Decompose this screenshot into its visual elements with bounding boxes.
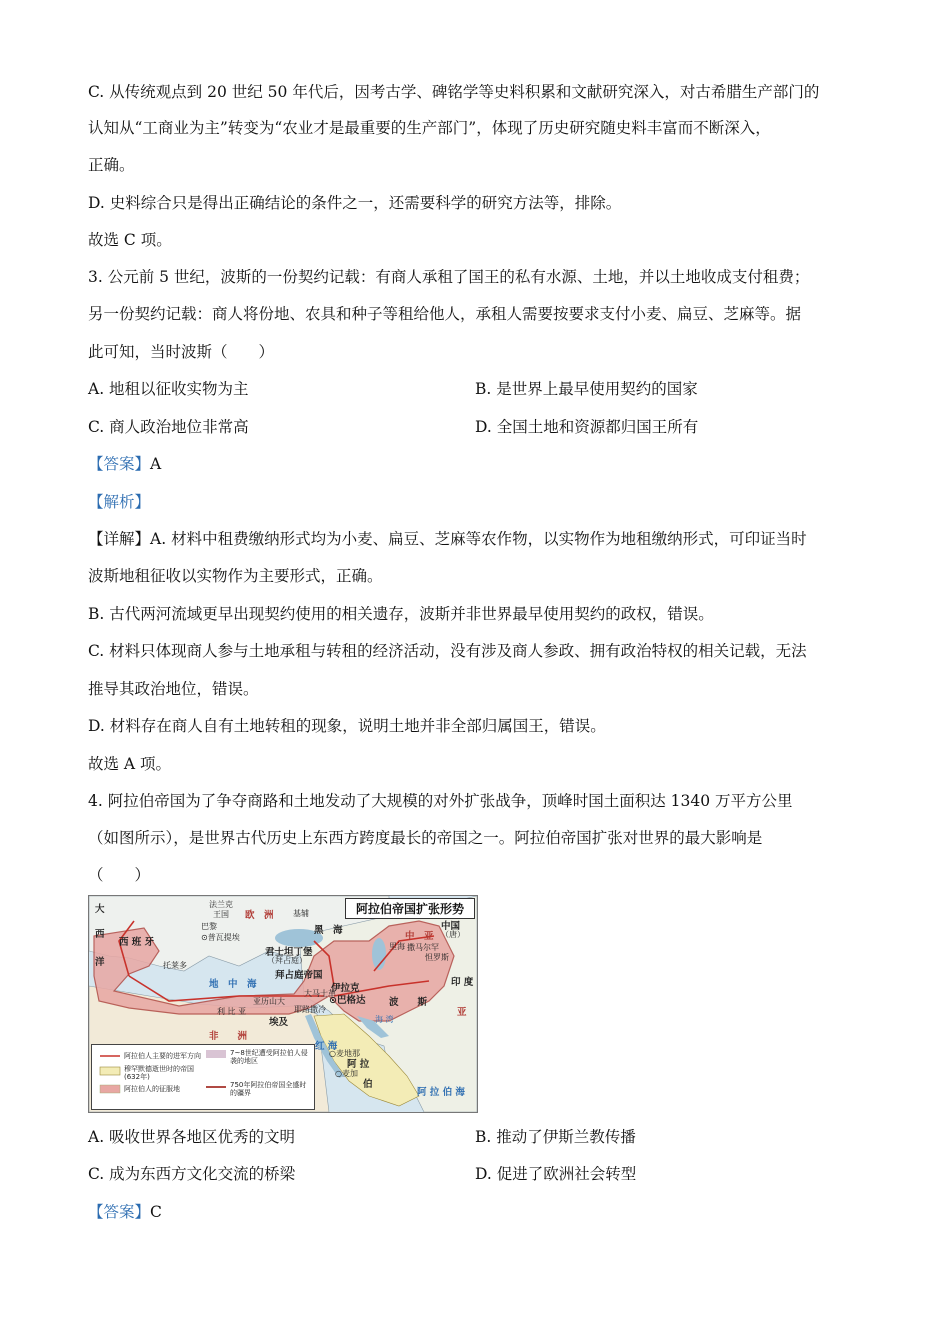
q3-analysis — [88, 492, 868, 512]
map-label-toledo: 托莱多 — [163, 961, 187, 970]
q4-option-c: C. 成为东西方文化交流的桥梁 — [88, 1165, 296, 1183]
map-label-tang: （唐） — [441, 930, 465, 939]
text-line: 故选 A 项。 — [88, 755, 172, 773]
map-label-istanbul: （拜占庭） — [267, 956, 307, 965]
map-label-talas: 怛罗斯 — [425, 953, 449, 962]
question-4-stem: （如图所示），是世界古代历史上东西方跨度最长的帝国之一。阿拉伯帝国扩张对世界的最大影响是 — [88, 829, 763, 847]
map-label-india: 印 度 — [451, 977, 474, 988]
q3-answer — [88, 454, 868, 474]
legend-empire-632: 穆罕默德逝世时的帝国(632年) — [124, 1065, 194, 1081]
text-line: 波斯地租征收以实物作为主要形式，正确。 — [88, 567, 383, 585]
map-label-constantinople: 君士坦丁堡 — [265, 947, 313, 958]
map-label-baghdad: ⊙巴格达 — [329, 995, 366, 1006]
map-label-china: 中国 — [441, 921, 461, 932]
detail-text: A. 材料中租费缴纳形式均为小麦、扁豆、芝麻等农作物，以实物作为地租缴纳形式，可印证当时 — [150, 530, 807, 548]
q4-option-b: B. 推动了伊斯兰教传播 — [475, 1128, 636, 1146]
map-label-central-asia: 中 亚 — [405, 931, 434, 942]
text-line: 故选 C 项。 — [88, 231, 172, 249]
map-label-kingdom: 王国 — [213, 910, 229, 919]
q3-option-c: C. 商人政治地位非常高 — [88, 418, 249, 436]
map-label-red-sea: 红 海 — [315, 1041, 338, 1052]
q3-option-a: A. 地租以征收实物为主 — [88, 380, 249, 398]
question-3-stem: 此可知，当时波斯（ ） — [88, 343, 275, 361]
text-line: B. 古代两河流域更早出现契约使用的相关遗存，波斯并非世界最早使用契约的政权，错误。 — [88, 605, 714, 623]
map-label-mecca: ○麦加 — [335, 1069, 358, 1078]
map-label-frank: 法兰克 — [209, 900, 233, 909]
map-label-caspian: 里海 — [389, 942, 405, 951]
map-label-black-sea: 黑 海 — [314, 925, 343, 936]
map-label-arabia: 阿 拉 — [347, 1059, 370, 1070]
map-label-byzantine: 拜占庭帝国 — [275, 970, 323, 981]
answer-value: A — [150, 455, 162, 473]
map-label-persia: 波 斯 — [389, 997, 428, 1008]
map-label-alexandria: 亚历山大 — [253, 997, 285, 1006]
map-label-da: 大 — [95, 904, 105, 915]
map-label-persian-gulf: 海 湾 — [375, 1015, 394, 1024]
answer-value: C — [150, 1203, 162, 1221]
map-label-spain: 西 班 牙 — [119, 937, 155, 948]
question-3-stem: 另一份契约记载：商人将份地、农具和种子等租给他人，承租人需要按要求支付小麦、扁豆、芝麻等。据 — [88, 305, 802, 323]
map-title: 阿拉伯帝国扩张形势 — [345, 898, 475, 919]
map-legend — [91, 1044, 315, 1110]
map-label-jerusalem: 耶路撒冷 — [294, 1005, 326, 1014]
legend-border-750: 750年阿拉伯帝国全盛时的疆界 — [230, 1081, 307, 1097]
text-line: 推导其政治地位，错误。 — [88, 680, 259, 698]
map-label-paris: 巴黎 — [201, 922, 217, 931]
map-label-bo: 伯 — [363, 1079, 373, 1090]
map-label-damascus: 大马士革 — [304, 989, 336, 998]
q4-option-a: A. 吸收世界各地区优秀的文明 — [88, 1128, 296, 1146]
map-label-kiev: 基辅 — [293, 909, 309, 918]
legend-raided: 7~8世纪遭受阿拉伯人侵袭的地区 — [230, 1049, 308, 1065]
question-4-stem: 4. 阿拉伯帝国为了争夺商路和土地发动了大规模的对外扩张战争，顶峰时国土面积达 1340 万平方公里 — [88, 792, 793, 810]
q3-detail — [88, 529, 868, 549]
analysis-tag: 【解析】 — [88, 493, 151, 511]
map-label-samarkand: 撒马尔罕 — [407, 943, 439, 952]
map-label-arabian-sea: 阿 拉 伯 海 — [417, 1087, 465, 1098]
map-label-yang: 洋 — [95, 957, 105, 968]
text-line: D. 材料存在商人自有土地转租的现象，说明土地并非全部归属国王，错误。 — [88, 717, 606, 735]
legend-conquest: 阿拉伯人的征服地 — [124, 1085, 180, 1093]
answer-tag: 【答案】 — [88, 1203, 151, 1221]
legend-advance: 阿拉伯人主要的进军方向 — [124, 1052, 201, 1060]
text-line: D. 史料综合只是得出正确结论的条件之一，还需要科学的研究方法等，排除。 — [88, 194, 622, 212]
text-line: 认知从“工商业为主”转变为“农业才是最重要的生产部门”，体现了历史研究随史料丰富而不断深入， — [88, 119, 771, 137]
q4-option-d: D. 促进了欧洲社会转型 — [475, 1165, 637, 1183]
map-label-xi: 西 — [95, 929, 105, 940]
answer-tag: 【答案】 — [88, 455, 151, 473]
text-line: C. 从传统观点到 20 世纪 50 年代后，因考古学、碑铭学等史料积累和文献研究深入，对古希腊生产部门的 — [88, 83, 820, 101]
q4-answer — [88, 1202, 868, 1222]
detail-tag: 【详解】 — [88, 530, 151, 548]
map-label-africa: 非 洲 — [209, 1031, 248, 1042]
question-3-stem: 3. 公元前 5 世纪，波斯的一份契约记载：有商人承租了国王的私有水源、土地，并以土地收成支付租费； — [88, 268, 810, 286]
map-label-medina: ○麦地那 — [329, 1049, 360, 1058]
map-label-poitiers: ⊙普瓦提埃 — [201, 933, 240, 942]
question-4-stem: （ ） — [88, 866, 151, 884]
map-label-europe: 欧 洲 — [245, 910, 274, 921]
q3-option-b: B. 是世界上最早使用契约的国家 — [475, 380, 698, 398]
map-label-egypt: 埃及 — [269, 1017, 289, 1028]
text-line: 正确。 — [88, 156, 135, 174]
map-label-med: 地 中 海 — [209, 979, 257, 990]
text-line: C. 材料只体现商人参与土地承租与转租的经济活动，没有涉及商人参政、拥有政治特权的相关记载，无法 — [88, 642, 807, 660]
map-label-asia: 亚 — [457, 1007, 467, 1018]
q3-option-d: D. 全国土地和资源都归国王所有 — [475, 418, 699, 436]
map-label-libya: 利 比 亚 — [217, 1007, 247, 1016]
arab-empire-map — [88, 895, 478, 1113]
map-label-iraq: 伊拉克 — [331, 983, 360, 994]
